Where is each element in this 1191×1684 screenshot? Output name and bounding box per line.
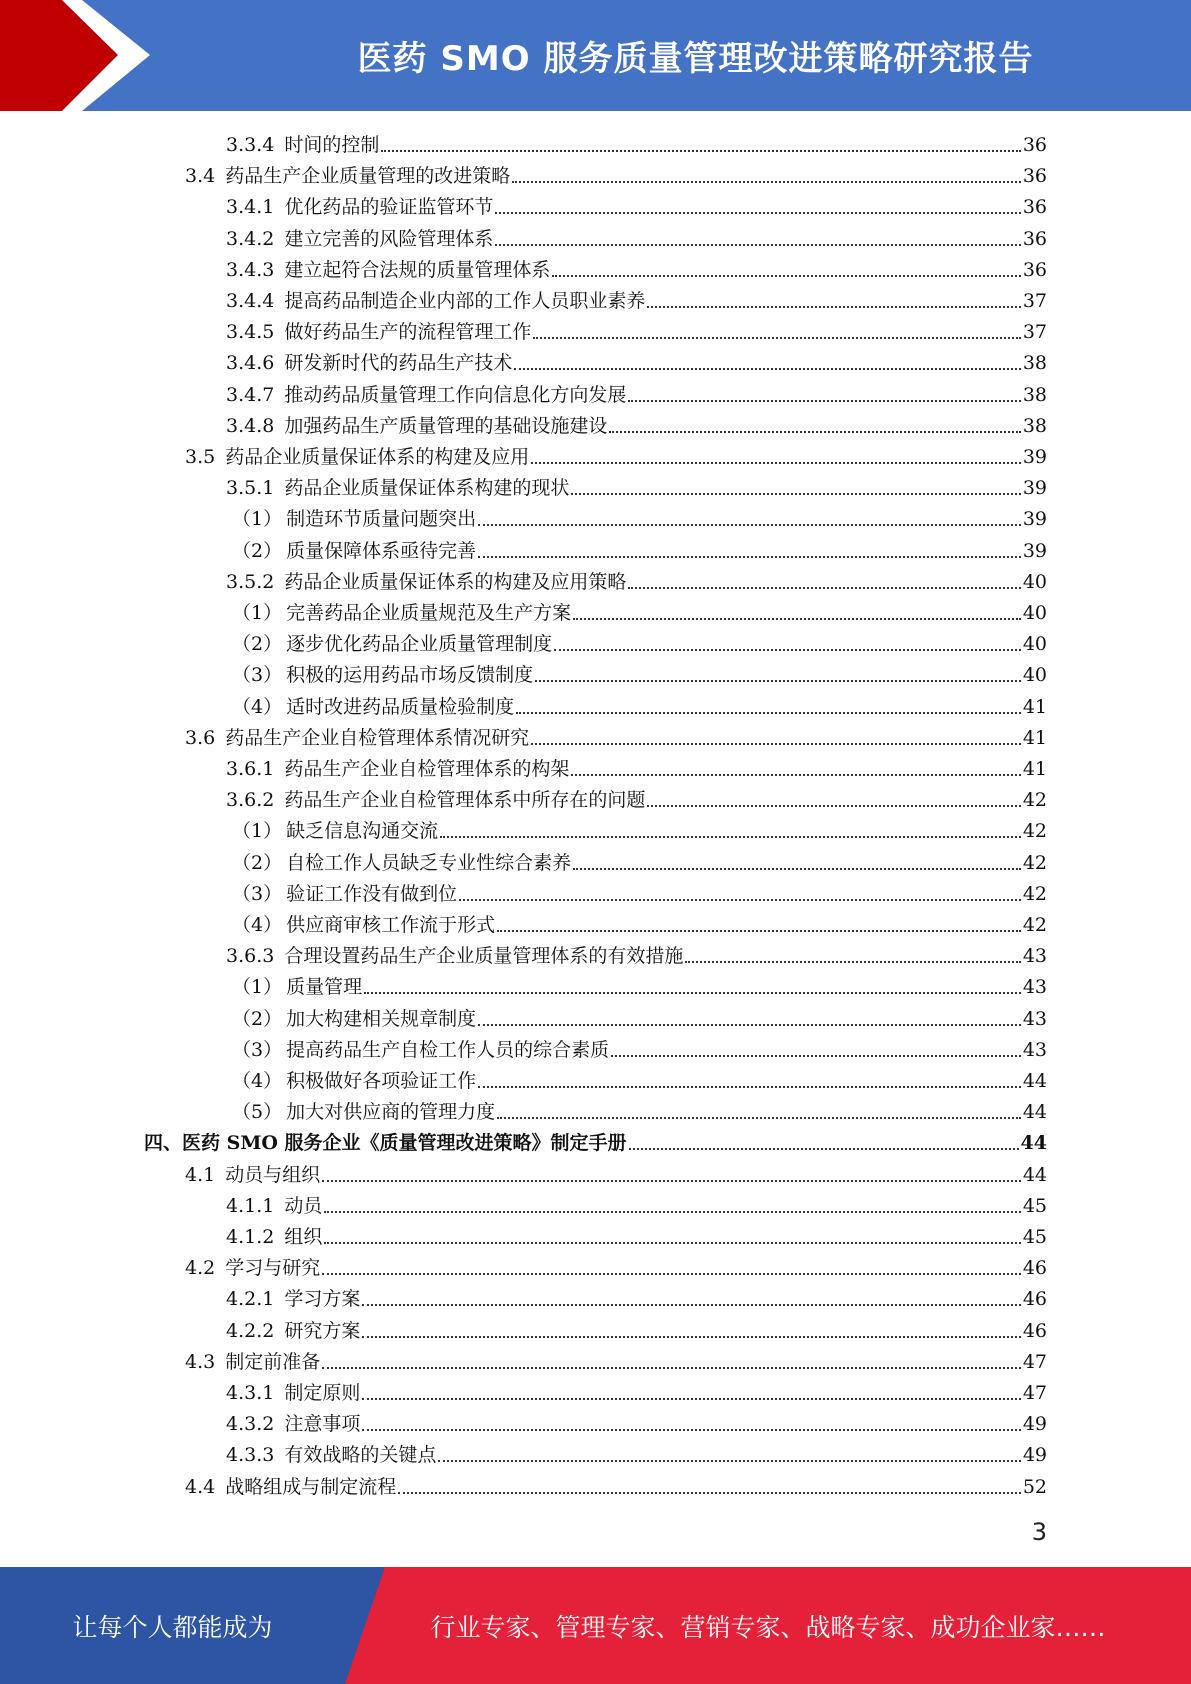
toc-entry-number: 4.4	[185, 1475, 216, 1498]
toc-entry[interactable]	[226, 252, 1047, 282]
toc-entry-title: 质量管理	[286, 976, 363, 999]
toc-entry-number: 4.2.2	[226, 1319, 275, 1342]
toc-entry-title: 完善药品企业质量规范及生产方案	[286, 602, 572, 624]
toc-dot-leader	[362, 1398, 1020, 1400]
toc-dot-leader	[531, 743, 1021, 745]
toc-entry[interactable]	[226, 221, 1047, 251]
toc-entry[interactable]	[226, 1406, 1047, 1436]
toc-entry-title: 缺乏信息沟通交流	[286, 820, 439, 843]
toc-entry-page: 38	[1022, 414, 1047, 437]
toc-entry-page: 43	[1022, 1007, 1047, 1030]
toc-entry-page: 44	[1020, 1132, 1047, 1155]
toc-entry[interactable]	[144, 1125, 1047, 1155]
toc-entry-page: 36	[1022, 227, 1047, 250]
toc-entry-number: （5）	[232, 1101, 283, 1124]
toc-dot-leader	[322, 1367, 1021, 1369]
toc-entry-number: 3.3.4	[226, 134, 275, 156]
toc-entry-number: （2）	[232, 1007, 283, 1030]
page-footer	[0, 1567, 1191, 1684]
toc-entry-number: （2）	[232, 633, 283, 656]
toc-entry-page: 39	[1022, 446, 1047, 468]
toc-entry-page: 43	[1022, 945, 1047, 968]
toc-entry[interactable]	[226, 938, 1047, 968]
toc-entry-page: 37	[1022, 321, 1047, 344]
toc-entry-title: 供应商审核工作流于形式	[286, 914, 496, 936]
toc-entry-number: 3.4.3	[226, 258, 275, 281]
toc-dot-leader	[554, 649, 1021, 651]
toc-entry-page: 42	[1022, 789, 1047, 812]
toc-dot-leader	[533, 337, 1020, 339]
toc-entry-number: （2）	[232, 851, 283, 874]
toc-dot-leader	[609, 431, 1020, 433]
toc-entry-title: 药品企业质量保证体系的构建及应用	[225, 446, 530, 468]
toc-entry-title: 药品企业质量保证体系的构建及应用策略	[284, 570, 627, 593]
toc-entry-page: 47	[1022, 1350, 1047, 1373]
toc-dot-leader	[322, 1273, 1021, 1275]
toc-dot-leader	[571, 493, 1020, 495]
toc-entry-number: （3）	[232, 1038, 283, 1061]
toc-entry-title: 四、医药 SMO 服务企业《质量管理改进策略》制定手册	[144, 1132, 627, 1155]
toc-dot-leader	[495, 212, 1020, 214]
toc-entry-page: 44	[1022, 1101, 1047, 1124]
toc-entry[interactable]	[232, 1032, 1047, 1062]
toc-entry-page: 42	[1022, 851, 1047, 874]
toc-entry-title: 推动药品质量管理工作向信息化方向发展	[284, 383, 627, 406]
toc-entry-page: 42	[1022, 882, 1047, 905]
toc-entry-title: 优化药品的验证监管环节	[284, 196, 494, 219]
toc-dot-leader	[573, 868, 1021, 870]
toc-entry-number: 4.1	[185, 1163, 216, 1186]
toc-entry-page: 36	[1022, 134, 1047, 156]
toc-entry-number: （1）	[232, 976, 283, 999]
toc-entry-number: 3.5.1	[226, 477, 275, 500]
toc-entry-number: （3）	[232, 664, 283, 687]
toc-entry-number: 4.2.1	[226, 1288, 275, 1311]
toc-dot-leader	[324, 1211, 1020, 1213]
toc-entry-number: 4.3.3	[226, 1444, 275, 1467]
toc-entry[interactable]	[226, 1375, 1047, 1405]
toc-entry-page: 41	[1022, 695, 1047, 718]
toc-dot-leader	[478, 524, 1021, 526]
toc-entry-page: 44	[1022, 1070, 1047, 1092]
toc-entry-number: 3.4.7	[226, 383, 275, 406]
toc-entry-number: 4.3	[185, 1350, 216, 1373]
toc-entry[interactable]	[226, 345, 1047, 375]
toc-entry-number: 4.1.2	[226, 1226, 275, 1248]
toc-entry[interactable]	[226, 1313, 1047, 1343]
toc-entry[interactable]	[232, 1063, 1047, 1093]
toc-entry-number: 3.4.8	[226, 414, 275, 437]
toc-dot-leader	[322, 1180, 1021, 1182]
toc-entry-title: 建立起符合法规的质量管理体系	[284, 258, 551, 281]
toc-entry[interactable]	[185, 439, 1047, 469]
toc-entry-title: 加大构建相关规章制度	[286, 1007, 477, 1030]
toc-entry-title: 学习方案	[284, 1288, 361, 1311]
toc-entry-page: 39	[1022, 508, 1047, 531]
toc-entry-title: 合理设置药品生产企业质量管理体系的有效措施	[284, 945, 684, 968]
toc-dot-leader	[381, 150, 1020, 152]
toc-entry-title: 制造环节质量问题突出	[286, 508, 477, 531]
toc-entry-number: 3.4	[185, 165, 216, 188]
toc-entry-number: 3.6.3	[226, 945, 275, 968]
toc-entry-number: 3.4.1	[226, 196, 275, 219]
toc-entry-title: 逐步优化药品企业质量管理制度	[286, 633, 553, 656]
toc-entry[interactable]	[185, 1344, 1047, 1374]
toc-entry[interactable]	[232, 876, 1047, 906]
toc-entry-page: 41	[1022, 758, 1047, 780]
toc-entry[interactable]	[226, 314, 1047, 344]
toc-dot-leader	[478, 1024, 1021, 1026]
toc-entry-page: 40	[1022, 664, 1047, 687]
toc-entry-number: 3.6.2	[226, 789, 275, 812]
toc-entry-title: 药品生产企业自检管理体系中所存在的问题	[284, 789, 646, 812]
toc-entry-page: 42	[1022, 914, 1047, 936]
toc-entry-number: （2）	[232, 539, 283, 562]
toc-entry-number: 4.3.1	[226, 1382, 275, 1404]
toc-entry-number: 4.1.1	[226, 1194, 275, 1217]
toc-entry-title: 质量保障体系亟待完善	[286, 539, 477, 562]
toc-entry-number: 3.5	[185, 446, 216, 468]
toc-entry[interactable]	[232, 969, 1047, 999]
toc-entry-page: 49	[1022, 1444, 1047, 1467]
toc-entry[interactable]	[185, 1250, 1047, 1280]
toc-entry-page: 45	[1022, 1194, 1047, 1217]
toc-entry[interactable]	[226, 127, 1047, 157]
toc-entry-page: 38	[1022, 352, 1047, 375]
toc-entry-number: 3.4.5	[226, 321, 275, 344]
toc-entry-title: 研发新时代的药品生产技术	[284, 352, 513, 375]
toc-dot-leader	[573, 618, 1021, 620]
toc-dot-leader	[324, 1242, 1020, 1244]
toc-entry-title: 适时改进药品质量检验制度	[286, 695, 515, 718]
toc-entry[interactable]	[185, 720, 1047, 750]
toc-entry-page: 45	[1022, 1226, 1047, 1248]
toc-entry[interactable]	[226, 1219, 1047, 1249]
toc-entry-number: （3）	[232, 882, 283, 905]
toc-entry-title: 药品生产企业自检管理体系的构架	[284, 758, 570, 780]
toc-dot-leader	[647, 805, 1020, 807]
toc-entry[interactable]	[232, 1001, 1047, 1031]
toc-entry-title: 积极做好各项验证工作	[286, 1070, 477, 1092]
toc-entry-page: 40	[1022, 633, 1047, 656]
toc-entry-number: 3.5.2	[226, 570, 275, 593]
toc-dot-leader	[571, 774, 1020, 776]
toc-entry-number: （1）	[232, 602, 283, 624]
toc-entry-page: 36	[1022, 165, 1047, 188]
toc-entry-title: 组织	[284, 1226, 323, 1248]
toc-entry-title: 积极的运用药品市场反馈制度	[286, 664, 534, 687]
toc-entry-title: 药品企业质量保证体系构建的现状	[284, 477, 570, 500]
toc-entry-number: （1）	[232, 820, 283, 843]
toc-entry-number: 3.6.1	[226, 758, 275, 780]
toc-entry-page: 39	[1022, 539, 1047, 562]
toc-entry-number: 4.3.2	[226, 1413, 275, 1436]
toc-entry-page: 46	[1022, 1319, 1047, 1342]
toc-dot-leader	[438, 1460, 1020, 1462]
toc-dot-leader	[535, 680, 1021, 682]
toc-entry[interactable]	[226, 283, 1047, 313]
toc-entry-title: 做好药品生产的流程管理工作	[284, 321, 532, 344]
toc-entry-page: 38	[1022, 383, 1047, 406]
toc-entry[interactable]	[226, 751, 1047, 781]
toc-entry[interactable]	[185, 1469, 1047, 1499]
toc-entry-page: 46	[1022, 1257, 1047, 1280]
toc-entry[interactable]	[232, 501, 1047, 531]
toc-entry-number: （4）	[232, 1070, 283, 1092]
toc-entry-title: 制定原则	[284, 1382, 361, 1404]
chevron-arrow-icon	[0, 0, 160, 111]
toc-dot-leader	[478, 1086, 1021, 1088]
toc-entry[interactable]	[226, 377, 1047, 407]
footer-slogan-left: 让每个人都能成为	[72, 1612, 273, 1642]
toc-entry-title: 注意事项	[284, 1413, 361, 1436]
toc-entry[interactable]	[226, 1188, 1047, 1218]
toc-entry-page: 40	[1022, 570, 1047, 593]
toc-entry-number: 3.4.4	[226, 290, 275, 312]
toc-dot-leader	[364, 992, 1021, 994]
toc-dot-leader	[440, 836, 1021, 838]
toc-entry[interactable]	[226, 782, 1047, 812]
toc-dot-leader	[514, 368, 1020, 370]
toc-entry-title: 制定前准备	[225, 1350, 321, 1373]
toc-dot-leader	[495, 244, 1020, 246]
toc-entry[interactable]	[226, 470, 1047, 500]
toc-entry-page: 37	[1022, 290, 1047, 312]
toc-entry-page: 36	[1022, 196, 1047, 219]
toc-entry-title: 自检工作人员缺乏专业性综合素养	[286, 851, 572, 874]
toc-entry[interactable]	[185, 158, 1047, 188]
toc-dot-leader	[531, 462, 1021, 464]
toc-entry[interactable]	[232, 907, 1047, 937]
toc-dot-leader	[685, 961, 1020, 963]
toc-dot-leader	[497, 930, 1021, 932]
toc-entry[interactable]	[232, 1094, 1047, 1124]
toc-entry-title: 药品生产企业质量管理的改进策略	[225, 165, 511, 188]
toc-dot-leader	[647, 306, 1020, 308]
toc-entry-title: 加强药品生产质量管理的基础设施建设	[284, 414, 608, 437]
toc-entry[interactable]	[232, 533, 1047, 563]
toc-entry[interactable]	[232, 626, 1047, 656]
toc-entry-number: 3.6	[185, 726, 216, 749]
toc-entry-page: 49	[1022, 1413, 1047, 1436]
toc-entry-title: 动员与组织	[225, 1163, 321, 1186]
toc-entry-title: 加大对供应商的管理力度	[286, 1101, 496, 1124]
toc-dot-leader	[552, 275, 1020, 277]
toc-entry-page: 43	[1022, 976, 1047, 999]
toc-entry-number: 4.2	[185, 1257, 216, 1280]
toc-entry-page: 46	[1022, 1288, 1047, 1311]
toc-entry-title: 动员	[284, 1194, 323, 1217]
toc-entry-title: 时间的控制	[284, 134, 380, 156]
toc-entry[interactable]	[226, 408, 1047, 438]
toc-entry-page: 40	[1022, 602, 1047, 624]
toc-entry-title: 提高药品制造企业内部的工作人员职业素养	[284, 290, 646, 312]
toc-dot-leader	[362, 1429, 1020, 1431]
toc-entry-number: （1）	[232, 508, 283, 531]
toc-entry[interactable]	[226, 1437, 1047, 1467]
toc-entry-title: 研究方案	[284, 1319, 361, 1342]
toc-dot-leader	[362, 1304, 1020, 1306]
toc-dot-leader	[628, 587, 1020, 589]
toc-entry[interactable]	[232, 595, 1047, 625]
toc-entry[interactable]	[226, 189, 1047, 219]
toc-entry[interactable]	[232, 813, 1047, 843]
document-title: 医药 SMO 服务质量管理改进策略研究报告	[357, 39, 1034, 79]
toc-entry-page: 43	[1022, 1038, 1047, 1061]
toc-dot-leader	[629, 1148, 1019, 1150]
toc-dot-leader	[459, 899, 1021, 901]
toc-dot-leader	[628, 400, 1020, 402]
toc-entry-title: 建立完善的风险管理体系	[284, 227, 494, 250]
toc-dot-leader	[512, 181, 1021, 183]
toc-dot-leader	[478, 556, 1021, 558]
toc-entry-number: 3.4.2	[226, 227, 275, 250]
toc-dot-leader	[497, 1117, 1021, 1119]
toc-entry[interactable]	[226, 1281, 1047, 1311]
toc-dot-leader	[362, 1336, 1020, 1338]
toc-entry-page: 36	[1022, 258, 1047, 281]
toc-entry[interactable]	[232, 689, 1047, 719]
toc-entry-page: 42	[1022, 820, 1047, 843]
toc-dot-leader	[611, 1055, 1021, 1057]
toc-entry-title: 验证工作没有做到位	[286, 882, 458, 905]
toc-entry[interactable]	[232, 845, 1047, 875]
toc-entry[interactable]	[226, 564, 1047, 594]
footer-slogan-right: 行业专家、管理专家、营销专家、战略专家、成功企业家……	[430, 1612, 1106, 1642]
toc-entry-title: 战略组成与制定流程	[225, 1475, 397, 1498]
toc-entry-title: 提高药品生产自检工作人员的综合素质	[286, 1038, 610, 1061]
toc-entry-title: 学习与研究	[225, 1257, 321, 1280]
toc-entry-number: （4）	[232, 914, 283, 936]
toc-entry-title: 药品生产企业自检管理体系情况研究	[225, 726, 530, 749]
toc-entry-number: 3.4.6	[226, 352, 275, 375]
toc-entry[interactable]	[232, 657, 1047, 687]
toc-entry[interactable]	[185, 1157, 1047, 1187]
toc-entry-page: 39	[1022, 477, 1047, 500]
toc-entry-page: 47	[1022, 1382, 1047, 1404]
toc-dot-leader	[398, 1492, 1021, 1494]
toc-entry-title: 有效战略的关键点	[284, 1444, 437, 1467]
toc-entry-page: 41	[1022, 726, 1047, 749]
toc-dot-leader	[516, 712, 1021, 714]
toc-entry-number: （4）	[232, 695, 283, 718]
page-header	[0, 0, 1191, 111]
page-number: 3	[1031, 1518, 1047, 1546]
toc-entry-page: 52	[1022, 1475, 1047, 1498]
toc-entry-page: 44	[1022, 1163, 1047, 1186]
